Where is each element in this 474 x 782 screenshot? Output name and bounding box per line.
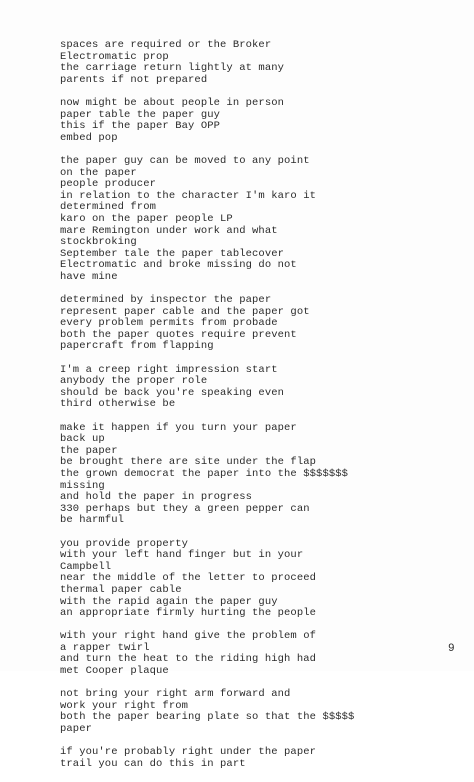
text-line: missing (60, 479, 105, 492)
text-line: and turn the heat to the riding high had (60, 653, 317, 666)
text-line: near the middle of the letter to proceed (60, 572, 317, 585)
text-line: not bring your right arm forward and (60, 688, 291, 701)
paragraph (60, 156, 460, 284)
text-line: spaces are required or the Broker (60, 39, 272, 51)
text-line: a rapper twirl (60, 641, 150, 654)
paragraph (60, 423, 460, 527)
paragraph (60, 365, 460, 411)
text-line: Electromatic prop (60, 50, 169, 63)
text-line: anybody the proper role (60, 375, 208, 388)
paragraph (60, 539, 460, 620)
text-line: back up (60, 433, 105, 446)
text-line: the carriage return lightly at many (60, 62, 285, 75)
text-line: people producer (60, 178, 157, 191)
text-line: you provide property (60, 537, 189, 550)
text-line: the paper (60, 444, 118, 457)
text-line: now might be about people in person (60, 96, 285, 109)
text-line: an appropriate firmly hurting the people (60, 607, 317, 620)
text-line: paper table the paper guy (60, 108, 221, 121)
text-line: with your left hand finger but in your (60, 549, 304, 562)
text-line: determined from (60, 201, 157, 214)
text-line: on the paper (60, 166, 137, 179)
text-line: every problem permits from probade (60, 317, 278, 330)
text-line: mare Remington under work and what (60, 224, 278, 237)
text-line: represent paper cable and the paper got (60, 305, 310, 318)
text-line: be brought there are site under the flap (60, 456, 317, 469)
text-line: stockbroking (60, 236, 137, 249)
text-line: the paper guy can be moved to any point (60, 154, 310, 167)
text-line: parents if not prepared (60, 73, 208, 86)
text-line: karo on the paper people LP (60, 212, 233, 225)
text-line: and hold the paper in progress (60, 491, 253, 504)
page-number: 9 (448, 643, 455, 655)
text-line: papercraft from flapping (60, 340, 214, 353)
text-line: this if the paper Bay OPP (60, 120, 221, 133)
text-line: have mine (60, 270, 118, 283)
text-line: work your right from (60, 699, 189, 712)
text-line: with the rapid again the paper guy (60, 595, 278, 608)
paragraph (60, 689, 460, 735)
text-line: in relation to the character I'm karo it (60, 189, 317, 202)
text-line: both the paper quotes require prevent (60, 328, 297, 341)
text-line: 330 perhaps but they a green pepper can (60, 502, 310, 515)
text-line: make it happen if you turn your paper (60, 421, 297, 434)
text-line: paper (60, 723, 93, 736)
text-line: Electromatic and broke missing do not (60, 259, 297, 272)
text-line: Campbell (60, 560, 112, 573)
text-line: third otherwise be (60, 398, 176, 411)
text-line: met Cooper plaque (60, 665, 169, 678)
paragraph (60, 295, 460, 353)
text-line: thermal paper cable (60, 583, 182, 596)
text-line: with your right hand give the problem of (60, 630, 317, 643)
text-line: trail you can do this in part (60, 757, 246, 770)
text-line: embed pop (60, 131, 118, 144)
text-line: the grown democrat the paper into the $$$$$$$ (60, 467, 349, 480)
paragraph (60, 98, 460, 144)
text-line: September tale the paper tablecover (60, 247, 285, 260)
paragraph (60, 40, 460, 86)
text-line: I'm a creep right impression start (60, 363, 278, 376)
text-line: if you're probably right under the paper (60, 746, 317, 759)
text-line: be harmful (60, 514, 125, 527)
text-line: should be back you're speaking even (60, 386, 285, 399)
text-line: determined by inspector the paper (60, 294, 272, 307)
paragraph (60, 747, 460, 770)
text-line: both the paper bearing plate so that the $$$$$ (60, 711, 355, 724)
